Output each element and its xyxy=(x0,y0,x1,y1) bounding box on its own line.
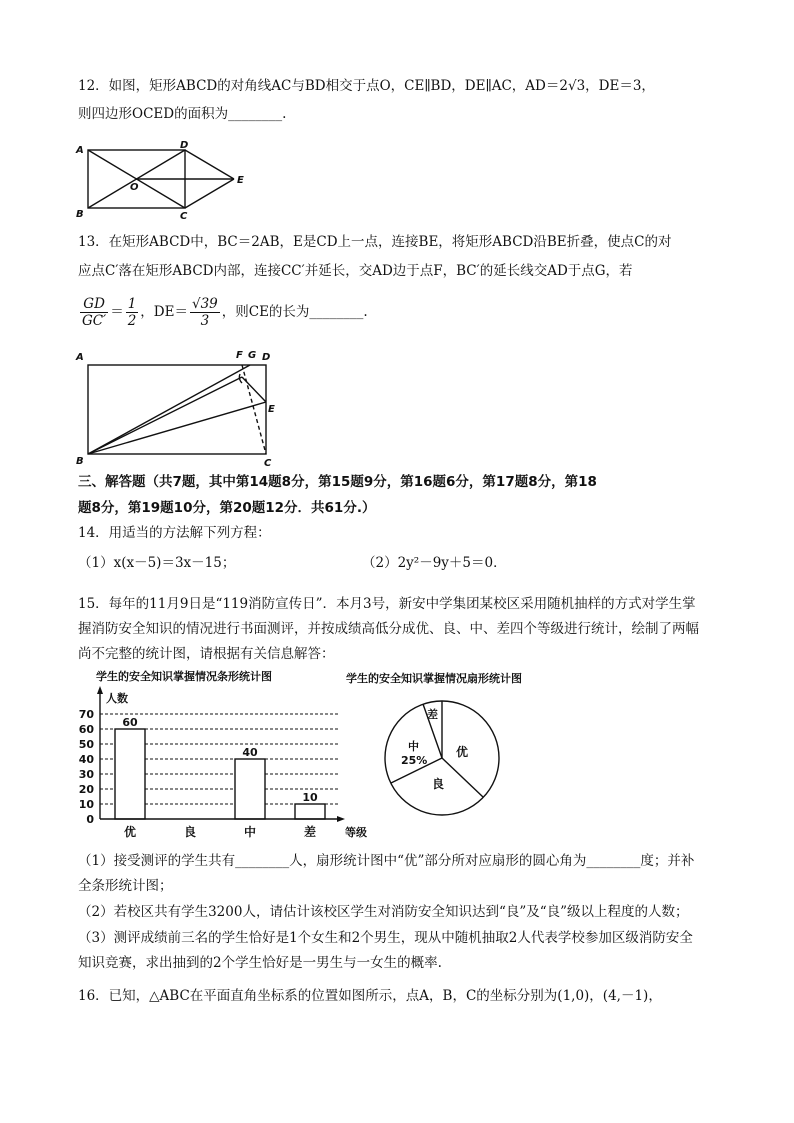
bar-ytick-label: 70 xyxy=(78,708,94,721)
section3-line1: 三、解答题（共7题，其中第14题8分，第15题9分，第16题6分，第17题8分，第18 xyxy=(78,474,597,490)
bar-0 xyxy=(115,729,145,819)
q12-seg-ce xyxy=(185,179,234,208)
q13-line2: 应点C′落在矩形ABCD内部，连接CC′并延长，交AD边于点F，BC′的延长线交AD于点G，若 xyxy=(78,263,633,279)
bar-chart-ylabel: 人数 xyxy=(106,692,128,705)
bar-ytick-label: 50 xyxy=(78,738,94,751)
q13-frac1-den: GC′ xyxy=(82,313,107,329)
bar-category-label: 中 xyxy=(243,825,257,839)
q16-line1: 16．已知，△ABC在平面直角坐标系的位置如图所示，点A，B，C的坐标分别为(1,0)，(4,－1)， xyxy=(78,988,662,1004)
q12-label-e: E xyxy=(237,175,244,186)
bar-category-label: 良 xyxy=(183,825,197,839)
pie-label-medium: 中 xyxy=(408,740,419,753)
q12-label-d: D xyxy=(180,140,189,151)
q13-seg-bg xyxy=(88,365,250,454)
bar-2 xyxy=(235,759,265,819)
q13-label-g: G xyxy=(248,350,257,361)
q12-label-c: C xyxy=(180,211,188,220)
bar-ytick-label: 0 xyxy=(86,813,94,826)
q13-label-f: F xyxy=(236,350,243,361)
q13-line1: 13．在矩形ABCD中，BC＝2AB，E是CD上一点，连接BE，将矩形ABCD沿BE折叠，使点C的对 xyxy=(78,234,672,250)
q12-label-o: O xyxy=(130,182,139,193)
q13-label-c: C xyxy=(264,458,272,468)
pie-label-medium-pct: 25% xyxy=(401,754,428,767)
q14-part1: （1）x(x－5)＝3x－15； xyxy=(78,555,236,571)
q12-line1: 12．如图，矩形ABCD的对角线AC与BD相交于点O，CE∥BD，DE∥AC，AD＝2√3，DE＝3， xyxy=(78,78,655,94)
q15-q1a: （1）接受测评的学生共有________人，扇形统计图中“优”部分所对应扇形的圆心角为________度；并补 xyxy=(78,853,695,869)
q15-line3: 尚不完整的统计图，请根据有关信息解答： xyxy=(78,646,335,662)
q13-label-a: A xyxy=(76,352,84,363)
bar-3 xyxy=(295,804,325,819)
q12-figure xyxy=(72,138,252,220)
q12-label-b: B xyxy=(76,209,84,220)
q13-frac-half xyxy=(126,296,139,329)
q13-frac2-num: 1 xyxy=(127,296,137,312)
bar-ytick-label: 20 xyxy=(78,783,94,796)
q13-label-b: B xyxy=(76,456,84,467)
q13-mid: ，DE＝ xyxy=(140,304,188,320)
q15-q3b: 知识竞赛，求出抽到的2个学生恰好是一男生与一女生的概率. xyxy=(78,955,442,971)
pie-divider-4 xyxy=(442,758,483,797)
q13-frac3-den: 3 xyxy=(200,313,210,329)
bar-ytick-label: 10 xyxy=(78,798,94,811)
bar-chart-title: 学生的安全知识掌握情况条形统计图 xyxy=(96,670,272,683)
pie-label-poor: 差 xyxy=(427,708,438,721)
bar-data-label: 60 xyxy=(122,716,138,729)
q15-q2: （2）若校区共有学生3200人，请估计该校区学生对消防安全知识达到“良”及“良”级以上程度的人数； xyxy=(78,904,689,920)
bar-chart-y-arrow xyxy=(97,686,103,694)
pie-label-excellent: 优 xyxy=(456,745,469,759)
pie-chart-title: 学生的安全知识掌握情况扇形统计图 xyxy=(346,672,522,685)
bar-ytick-label: 30 xyxy=(78,768,94,781)
q13-label-e: E xyxy=(268,404,275,415)
q12-line2: 则四边形OCED的面积为________. xyxy=(78,106,287,122)
q15-q3a: （3）测评成绩前三名的学生恰好是1个女生和2个男生，现从中随机抽取2人代表学校参加区级消防安全 xyxy=(78,930,693,946)
bar-ytick-label: 40 xyxy=(78,753,94,766)
bar-data-label: 40 xyxy=(242,746,258,759)
q13-tail: ，则CE的长为________. xyxy=(221,304,368,320)
q13-label-d: D xyxy=(262,352,271,363)
bar-chart-xlabel: 等级 xyxy=(345,826,367,839)
q12-seg-de xyxy=(185,150,234,179)
q13-figure xyxy=(72,346,282,468)
q14-title: 14．用适当的方法解下列方程： xyxy=(78,525,271,541)
bar-category-label: 差 xyxy=(303,825,317,839)
q15-line2: 握消防安全知识的情况进行书面测评，并按成绩高低分成优、良、中、差四个等级进行统计，绘制了两幅 xyxy=(78,621,699,637)
bar-data-label: 10 xyxy=(302,791,318,804)
bar-category-label: 优 xyxy=(123,825,137,839)
q13-frac-gd-gc xyxy=(80,296,108,329)
q13-seg-fc xyxy=(242,365,266,454)
q13-angle-mark xyxy=(239,374,242,383)
pie-label-good: 良 xyxy=(432,777,445,791)
section3-line2: 题8分，第19题10分，第20题12分．共61分.） xyxy=(78,500,376,516)
q14-part2: （2）2y²－9y＋5＝0． xyxy=(362,555,507,571)
q13-frac2-den: 2 xyxy=(127,313,137,329)
q13-frac-de xyxy=(190,296,220,329)
bar-ytick-label: 60 xyxy=(78,723,94,736)
q12-label-a: A xyxy=(76,145,84,156)
q15-line1: 15．每年的11月9日是“119消防宣传日”．本月3号，新安中学集团某校区采用随机抽样的方式对学生掌 xyxy=(78,596,696,612)
q13-frac3-num: √39 xyxy=(191,296,218,312)
q13-frac1-num: GD xyxy=(80,296,108,313)
q15-q1b: 全条形统计图； xyxy=(78,878,173,894)
q13-line3 xyxy=(78,292,368,332)
pie-chart xyxy=(340,668,560,844)
q13-eq1: ＝ xyxy=(110,304,124,320)
